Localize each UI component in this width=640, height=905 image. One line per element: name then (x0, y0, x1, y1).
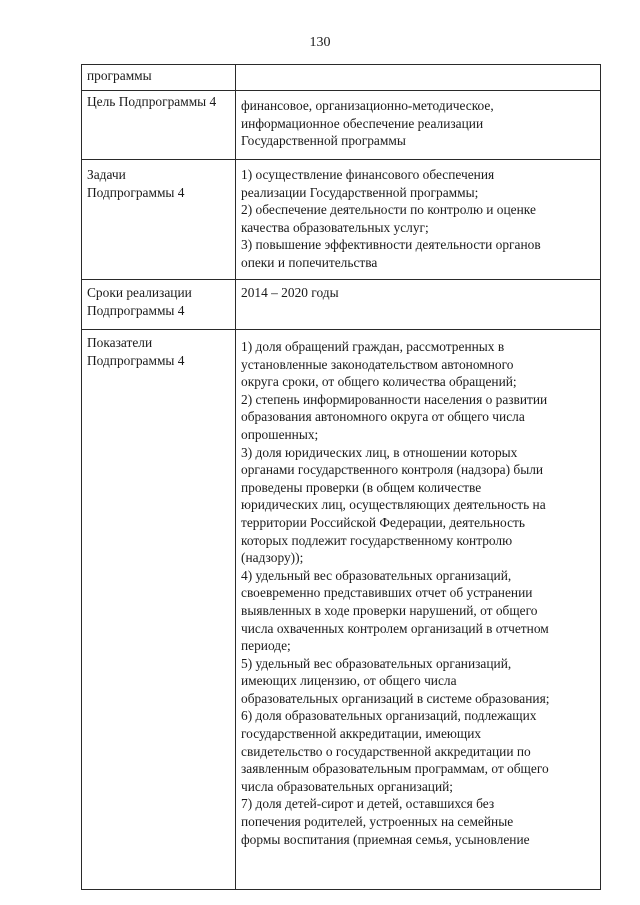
subprogram-passport-table (81, 64, 601, 890)
content-line: которых подлежит государственному контролю (241, 532, 513, 548)
table-row-indicators (82, 330, 601, 890)
row-content-cell (236, 91, 601, 160)
page-number: 130 (309, 35, 331, 50)
content-line: формы воспитания (приемная семья, усыновление (241, 831, 530, 847)
content-line: 4) удельный вес образовательных организаций, (241, 567, 512, 583)
content-line: 2) степень информированности населения о развитии (241, 391, 548, 407)
label-line: Подпрограммы 4 (87, 184, 185, 200)
label-line: программы (87, 68, 152, 83)
row-content-cell (236, 65, 601, 91)
content-line: 2014 – 2020 годы (241, 285, 339, 300)
label-line: Цель Подпрограммы 4 (87, 94, 217, 109)
label-line: Подпрограммы 4 (87, 352, 185, 368)
row-label-cell (82, 65, 236, 91)
content-line: проведены проверки (в общем количестве (241, 479, 482, 495)
content-line: 1) доля обращений граждан, рассмотренных в (241, 339, 505, 354)
label-line: Задачи (87, 167, 126, 182)
content-line: округа сроки, от общего количества обращений; (241, 374, 517, 390)
content-line: 3) доля юридических лиц, в отношении которых (241, 444, 518, 460)
label-line: Подпрограммы 4 (87, 302, 185, 318)
row-content-cell (236, 280, 601, 330)
label-line: Показатели (87, 335, 153, 350)
content-line: органами государственного контроля (надзора) были (241, 462, 544, 478)
table-row-tasks (82, 160, 601, 280)
content-line: юридических лиц, осуществляющих деятельность на (241, 497, 546, 513)
row-label-cell (82, 280, 236, 330)
content-line: 2) обеспечение деятельности по контролю и оценке (241, 202, 536, 218)
content-line: заявленным образовательным программам, от общего (241, 761, 549, 777)
table-row-timeframe (82, 280, 601, 330)
content-line: числа образовательных организаций; (241, 778, 454, 794)
content-line: финансовое, организационно-методическое, (241, 98, 494, 113)
content-line: территории Российской Федерации, деятельность (241, 514, 525, 530)
row-label-cell (82, 91, 236, 160)
content-line: государственной аккредитации, имеющих (241, 726, 482, 742)
content-line: 1) осуществление финансового обеспечения (241, 167, 495, 182)
table-row-continuation (82, 65, 601, 91)
content-line: опеки и попечительства (241, 254, 378, 270)
content-line: установленные законодательством автономного (241, 356, 514, 372)
content-line: 6) доля образовательных организаций, подлежащих (241, 708, 537, 724)
table-row-goal (82, 91, 601, 160)
content-line: информационное обеспечение реализации (241, 115, 484, 131)
content-line: имеющих лицензию, от общего числа (241, 673, 457, 689)
row-label-cell (82, 330, 236, 890)
content-line: образования автономного округа от общего числа (241, 409, 525, 425)
row-label-cell (82, 160, 236, 280)
content-line: опрошенных; (241, 426, 319, 442)
content-line: 5) удельный вес образовательных организаций, (241, 655, 512, 671)
content-line: образовательных организаций в системе образования; (241, 690, 550, 706)
content-line: Государственной программы (241, 133, 406, 149)
content-line: (надзору)); (241, 550, 304, 566)
content-line: выявленных в ходе проверки нарушений, от общего (241, 602, 538, 618)
content-line: свидетельство о государственной аккредитации по (241, 743, 531, 759)
row-content-cell (236, 330, 601, 890)
content-line: своевременно представивших отчет об устранении (241, 585, 533, 601)
content-line: 7) доля детей-сирот и детей, оставшихся без (241, 796, 495, 812)
content-line: реализации Государственной программы; (241, 184, 479, 200)
row-content-cell (236, 160, 601, 280)
content-line: качества образовательных услуг; (241, 219, 429, 235)
content-line: числа охваченных контролем организаций в отчетном (241, 620, 549, 636)
label-line: Сроки реализации (87, 285, 192, 300)
content-line: 3) повышение эффективности деятельности органов (241, 237, 541, 253)
content-line: периоде; (241, 638, 291, 654)
content-line: попечения родителей, устроенных на семейные (241, 814, 514, 830)
